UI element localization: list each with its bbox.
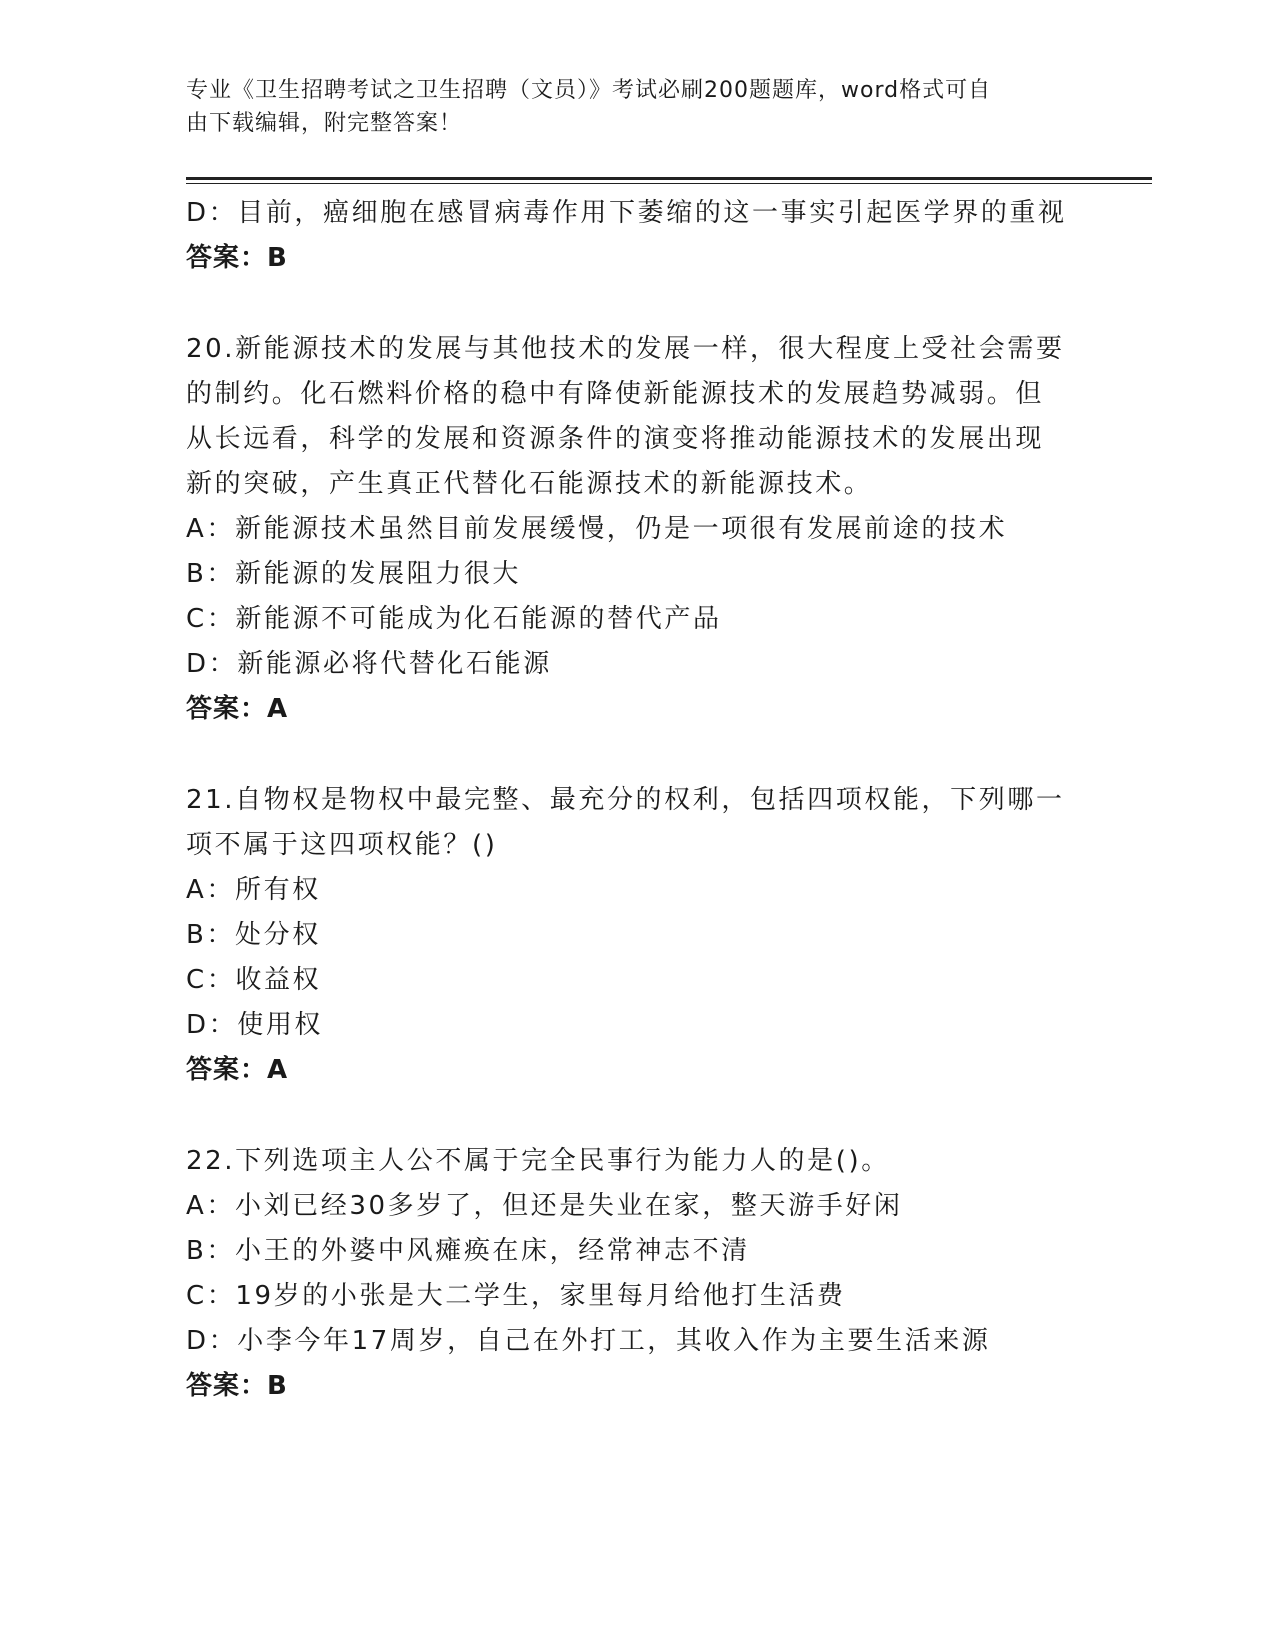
option-d: D：小李今年17周岁，自己在外打工，其收入作为主要生活来源 xyxy=(186,1326,991,1356)
question-text-line: 从长远看，科学的发展和资源条件的演变将推动能源技术的发展出现 xyxy=(186,424,1045,454)
answer-line: 答案：B xyxy=(186,243,288,273)
header-line-1: 专业《卫生招聘考试之卫生招聘（文员）》考试必刷200题题库，word格式可自 xyxy=(186,78,992,103)
option-b: B：新能源的发展阻力很大 xyxy=(186,559,522,589)
question-text-line: 22.下列选项主人公不属于完全民事行为能力人的是()。 xyxy=(186,1146,890,1176)
question-text-line: 的制约。化石燃料价格的稳中有降使新能源技术的发展趋势减弱。但 xyxy=(186,379,1045,409)
option-c: C：新能源不可能成为化石能源的替代产品 xyxy=(186,604,722,634)
header-line-2: 由下载编辑，附完整答案！ xyxy=(186,111,463,136)
question-text-line: 21.自物权是物权中最完整、最充分的权利，包括四项权能，下列哪一 xyxy=(186,785,1065,815)
question-22 xyxy=(186,1139,1086,1409)
question-text-line: 新的突破，产生真正代替化石能源技术的新能源技术。 xyxy=(186,469,873,499)
option-d: D：使用权 xyxy=(186,1010,324,1040)
header-divider xyxy=(186,177,1152,180)
option-b: B：小王的外婆中风瘫痪在床，经常神志不清 xyxy=(186,1236,750,1266)
option-c: C：19岁的小张是大二学生，家里每月给他打生活费 xyxy=(186,1281,846,1311)
spacer xyxy=(186,1093,1086,1139)
option-b: B：处分权 xyxy=(186,920,321,950)
option-d: D：目前，癌细胞在感冒病毒作用下萎缩的这一事实引起医学界的重视 xyxy=(186,198,1067,228)
option-d: D：新能源必将代替化石能源 xyxy=(186,649,552,679)
spacer xyxy=(186,732,1086,778)
spacer xyxy=(186,281,1086,327)
option-c: C：收益权 xyxy=(186,965,322,995)
question-20 xyxy=(186,327,1086,732)
question-text-line: 20.新能源技术的发展与其他技术的发展一样，很大程度上受社会需要 xyxy=(186,334,1065,364)
question-21 xyxy=(186,778,1086,1093)
answer-line: 答案：B xyxy=(186,1371,288,1401)
answer-line: 答案：A xyxy=(186,694,289,724)
option-a: A：新能源技术虽然目前发展缓慢，仍是一项很有发展前途的技术 xyxy=(186,514,1008,544)
question-text-line: 项不属于这四项权能？() xyxy=(186,830,498,860)
option-a: A：小刘已经30多岁了，但还是失业在家，整天游手好闲 xyxy=(186,1191,903,1221)
option-a: A：所有权 xyxy=(186,875,321,905)
question-list xyxy=(186,191,1086,1409)
answer-line: 答案：A xyxy=(186,1055,289,1085)
page-header xyxy=(186,74,1066,140)
header-divider-thin xyxy=(186,183,1152,184)
